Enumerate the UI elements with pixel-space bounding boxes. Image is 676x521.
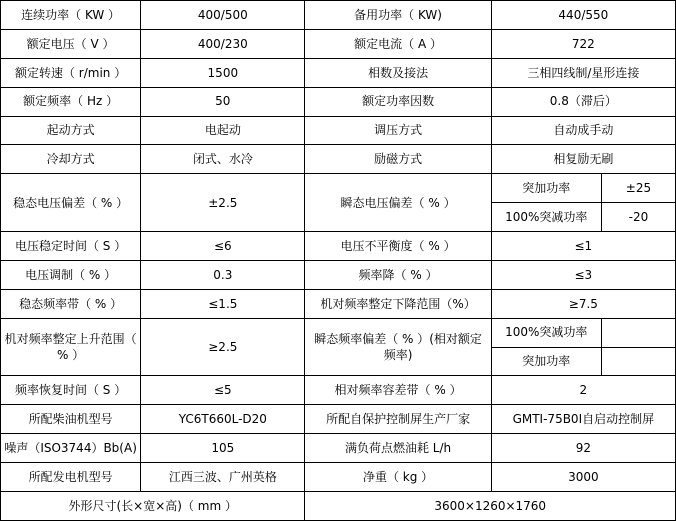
table-row xyxy=(1,29,676,58)
table-row xyxy=(1,491,676,520)
table-label-cell: 瞬态频率偏差（ % ）(相对额定频率) xyxy=(305,318,491,376)
table-label-cell: 电压稳定时间（ S ） xyxy=(1,232,141,261)
table-value-cell: ±2.5 xyxy=(141,174,305,232)
table-label-cell: 额定频率（ Hz ） xyxy=(1,87,141,116)
table-value-cell: ≤1.5 xyxy=(141,289,305,318)
table-value-cell: 440/550 xyxy=(491,1,675,30)
table-value-cell: 3600×1260×1760 xyxy=(305,491,676,520)
table-label-cell: 频率恢复时间（ S ） xyxy=(1,376,141,405)
table-value-cell: 三相四线制/星形连接 xyxy=(491,58,675,87)
table-value-cell: 50 xyxy=(141,87,305,116)
table-value-cell: 400/500 xyxy=(141,1,305,30)
table-row xyxy=(1,1,676,30)
table-row xyxy=(1,87,676,116)
table-row xyxy=(1,463,676,492)
table-label-cell: 额定电流（ A ） xyxy=(305,29,491,58)
table-row xyxy=(1,376,676,405)
table-label-cell: 所配自保护控制屏生产厂家 xyxy=(305,405,491,434)
table-row xyxy=(1,145,676,174)
table-value-cell xyxy=(601,318,675,347)
table-label-cell: 净重（ kg ） xyxy=(305,463,491,492)
table-row xyxy=(1,260,676,289)
table-value-cell: 0.3 xyxy=(141,260,305,289)
table-value-cell: 江西三波、广州英格 xyxy=(141,463,305,492)
table-row xyxy=(1,58,676,87)
table-label-cell: 备用功率（ KW) xyxy=(305,1,491,30)
table-label-cell: 连续功率（ KW ） xyxy=(1,1,141,30)
table-value-cell: 自动成手动 xyxy=(491,116,675,145)
table-row xyxy=(1,116,676,145)
table-value-cell: ≤3 xyxy=(491,260,675,289)
table-label-cell: 所配柴油机型号 xyxy=(1,405,141,434)
table-row xyxy=(1,318,676,347)
table-value-cell: YC6T660L-D20 xyxy=(141,405,305,434)
table-label-cell: 机对频率整定上升范围（ % ） xyxy=(1,318,141,376)
table-value-cell: 92 xyxy=(491,434,675,463)
table-sublabel-cell: 100%突减功率 xyxy=(491,318,601,347)
table-value-cell: 0.8（滞后） xyxy=(491,87,675,116)
table-label-cell: 所配发电机型号 xyxy=(1,463,141,492)
table-label-cell: 调压方式 xyxy=(305,116,491,145)
table-label-cell: 噪声（ISO3744）Bb(A) xyxy=(1,434,141,463)
table-value-cell: ≤6 xyxy=(141,232,305,261)
table-value-cell: -20 xyxy=(601,203,675,232)
table-sublabel-cell: 100%突减功率 xyxy=(491,203,601,232)
table-value-cell: 2 xyxy=(491,376,675,405)
table-value-cell: 722 xyxy=(491,29,675,58)
table-label-cell: 满负荷点燃油耗 L/h xyxy=(305,434,491,463)
table-label-cell: 稳态频率带（ % ） xyxy=(1,289,141,318)
table-row xyxy=(1,174,676,203)
table-label-cell: 起动方式 xyxy=(1,116,141,145)
table-value-cell: ≥7.5 xyxy=(491,289,675,318)
table-value-cell: ≥2.5 xyxy=(141,318,305,376)
table-label-cell: 相数及接法 xyxy=(305,58,491,87)
table-value-cell: ±25 xyxy=(601,174,675,203)
table-sublabel-cell: 突加功率 xyxy=(491,174,601,203)
table-label-cell: 电压不平衡度（ % ） xyxy=(305,232,491,261)
table-label-cell: 额定功率因数 xyxy=(305,87,491,116)
table-row xyxy=(1,289,676,318)
table-label-cell: 稳态电压偏差（ % ） xyxy=(1,174,141,232)
table-label-cell: 额定电压（ V ） xyxy=(1,29,141,58)
table-row xyxy=(1,405,676,434)
table-value-cell: 1500 xyxy=(141,58,305,87)
table-label-cell: 机对频率整定下降范围（%） xyxy=(305,289,491,318)
table-label-cell: 外形尺寸(长×宽×高)（ mm ） xyxy=(1,491,305,520)
table-value-cell: 3000 xyxy=(491,463,675,492)
table-label-cell: 励磁方式 xyxy=(305,145,491,174)
table-value-cell: GMTI-75B0I自启动控制屏 xyxy=(491,405,675,434)
table-label-cell: 额定转速（ r/min ） xyxy=(1,58,141,87)
table-value-cell: ≤1 xyxy=(491,232,675,261)
table-value-cell: 400/230 xyxy=(141,29,305,58)
specification-table-body xyxy=(1,1,676,521)
table-sublabel-cell: 突加功率 xyxy=(491,347,601,376)
table-label-cell: 电压调制（ % ） xyxy=(1,260,141,289)
table-value-cell: 电起动 xyxy=(141,116,305,145)
table-value-cell: 闭式、水冷 xyxy=(141,145,305,174)
table-value-cell: ≤5 xyxy=(141,376,305,405)
table-row xyxy=(1,232,676,261)
table-label-cell: 频率降（ % ） xyxy=(305,260,491,289)
table-label-cell: 瞬态电压偏差（ % ） xyxy=(305,174,491,232)
table-label-cell: 冷却方式 xyxy=(1,145,141,174)
table-label-cell: 相对频率容差带（ % ） xyxy=(305,376,491,405)
table-row xyxy=(1,434,676,463)
table-value-cell: 105 xyxy=(141,434,305,463)
table-value-cell xyxy=(601,347,675,376)
table-value-cell: 相复励无刷 xyxy=(491,145,675,174)
